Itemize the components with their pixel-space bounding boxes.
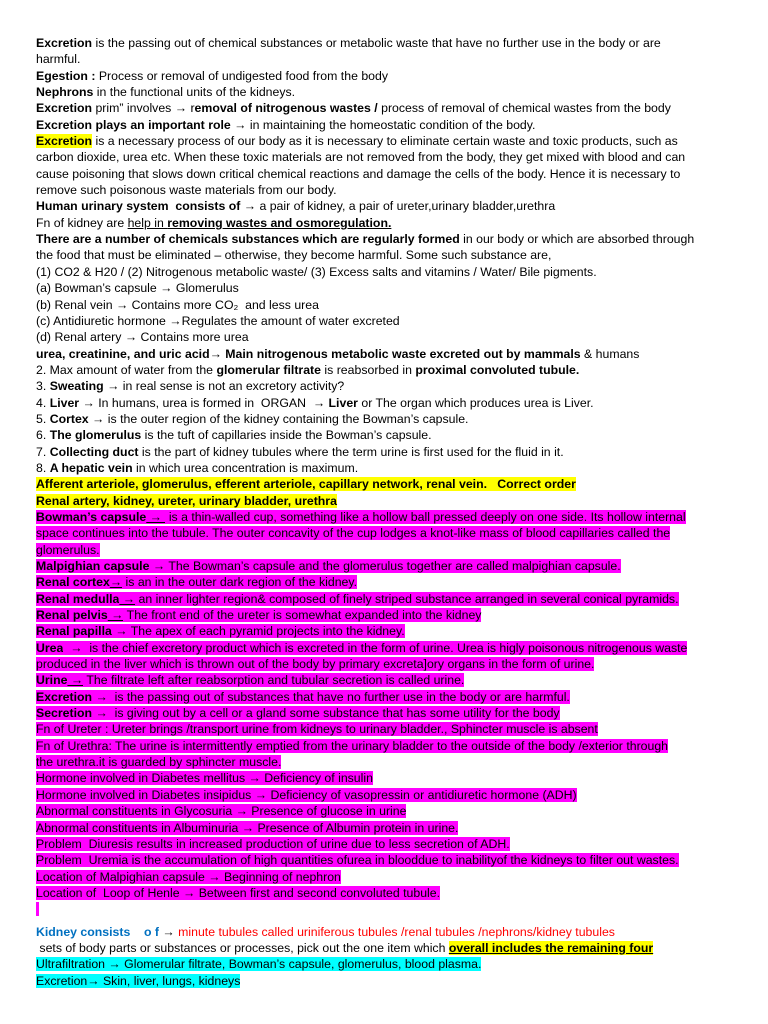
- text-run: Renal medulla: [36, 591, 120, 606]
- text-run: → The Bowman’s capsule and the glomerulus together are called malpighian capsule.: [149, 559, 621, 573]
- text-run: →: [109, 575, 123, 590]
- text-line: [36, 35, 736, 51]
- text-line: [36, 754, 736, 770]
- text-run: the food that must be eliminated – otherwise, they become harmful. Some such substance are,: [36, 248, 552, 263]
- text-line: [36, 656, 736, 672]
- text-run: Human urinary system consists of: [36, 199, 241, 214]
- text-run: → a pair of kidney, a pair of ureter,urinary bladder,urethra: [240, 199, 556, 214]
- text-run: → in real sense is not an excretory activity?: [103, 379, 345, 394]
- text-line: [36, 231, 736, 247]
- text-run: space continues into the tubule. The outer concavity of the cup lodges a knot-like mass of blood capillaries called the: [36, 526, 671, 541]
- text-run: (c) Antidiuretic hormone →Regulates the amount of water excreted: [36, 313, 400, 328]
- text-line: [36, 689, 736, 705]
- text-run: Fn of Ureter : Ureter brings /transport urine from kidneys to urinary bladder., Sphincter muscle is absent: [36, 722, 598, 737]
- text-run: 7.: [36, 444, 50, 459]
- text-line: [36, 149, 736, 165]
- text-run: →: [146, 509, 166, 524]
- text-run: carbon dioxide, urea etc. When these toxic materials are not removed from the body, they get mixed with blood and can: [36, 150, 686, 165]
- text-run: Abnormal constituents in Albuminuria → Presence of Albumin protein in urine.: [36, 820, 459, 835]
- text-run: (1) CO2 & H20 / (2) Nitrogenous metabolic waste/ (3) Excess salts and vitamins / Water/ Bile pigments.: [36, 264, 597, 279]
- text-run: Problem Diuresis results in increased production of urine due to less secretion of ADH.: [36, 836, 510, 851]
- text-run: A hepatic vein: [49, 460, 133, 475]
- text-run: Process or removal of undigested food from the body: [95, 68, 388, 83]
- text-run: urea, creatinine, and uric acid→ Main nitrogenous metabolic waste excreted out by mammals: [36, 346, 581, 361]
- text-line: [36, 51, 736, 67]
- text-line: [36, 738, 736, 754]
- text-line: [36, 444, 736, 460]
- text-line: [36, 346, 736, 362]
- text-run: The glomerulus: [49, 428, 142, 443]
- text-run: proximal convoluted tubule.: [415, 362, 580, 377]
- text-run: Urea: [36, 640, 64, 655]
- text-run: Bowman’s capsule: [36, 509, 147, 524]
- text-run: (d) Renal artery → Contains more urea: [36, 330, 249, 345]
- text-line: [36, 940, 736, 956]
- text-run: Secretion: [36, 706, 93, 721]
- text-line: [36, 885, 736, 901]
- text-run: Renal cortex: [36, 575, 110, 590]
- text-run: minute tubules called uriniferous tubules /renal tubules /nephrons/kidney tubules: [178, 924, 615, 939]
- text-run: Hormone involved in Diabetes mellitus →: [36, 771, 261, 786]
- text-run: Location of Malpighian capsule → Beginning of nephron: [36, 869, 341, 884]
- text-line: [36, 476, 736, 492]
- text-line: [36, 836, 736, 852]
- text-line: [36, 117, 736, 133]
- text-line: [36, 280, 736, 296]
- text-run: → is the passing out of substances that have no further use in the body or are harmful.: [92, 689, 570, 704]
- text-run: Malpighian capsule: [36, 559, 150, 573]
- document-body: [36, 35, 736, 989]
- text-run: → The apex of each pyramid projects into the kidney.: [111, 624, 405, 639]
- text-line: [36, 247, 736, 263]
- text-line: [36, 215, 736, 231]
- text-run: emoval of nitrogenous wastes /: [194, 101, 378, 116]
- text-run: (b) Renal vein → Contains more CO₂ and less urea: [36, 297, 319, 312]
- text-run: There are a number of chemicals substances which are regularly formed: [36, 232, 460, 247]
- text-run: Liver: [328, 395, 358, 410]
- text-run: →: [159, 924, 179, 939]
- text-line: [36, 395, 736, 411]
- text-line: [36, 542, 736, 558]
- text-run: Excretion: [36, 689, 93, 704]
- text-line: [36, 973, 736, 989]
- text-line: [36, 198, 736, 214]
- text-line: [36, 329, 736, 345]
- text-line: [36, 558, 736, 574]
- text-run: Liver: [49, 395, 80, 410]
- text-run: Afferent arteriole, glomerulus, efferent arteriole, capillary network, renal vein. Correct order: [36, 477, 576, 492]
- text-line: [36, 607, 736, 623]
- text-line: [36, 100, 736, 116]
- text-line: [36, 924, 736, 940]
- text-run: harmful.: [36, 52, 81, 67]
- text-line: [36, 770, 736, 786]
- text-line: [36, 525, 736, 541]
- text-line: [36, 640, 736, 656]
- text-run: Renal artery, kidney, ureter, urinary bladder, urethra: [36, 493, 337, 508]
- text-run: Excretion: [36, 101, 93, 116]
- text-line: [36, 68, 736, 84]
- text-run: Problem Uremia is the accumulation of high quantities ofurea in blooddue to inabilityof the kidneys to filter out wastes.: [36, 853, 679, 868]
- text-run: in our body or which are absorbed through: [459, 232, 695, 247]
- text-run: prim” involves: [92, 101, 175, 116]
- text-run: Fn of Urethra: The urine is intermittently emptied from the urinary bladder to the outside of the body /exterior through: [36, 738, 669, 753]
- text-line: [36, 623, 736, 639]
- text-run: Excretion→ Skin, liver, lungs, kidneys: [36, 973, 241, 988]
- text-run: is the part of kidney tubules where the term urine is first used for the fluid in it.: [138, 444, 564, 459]
- text-run: overall includes the remaining four: [448, 940, 654, 955]
- text-run: glomerular filtrate: [216, 362, 321, 377]
- text-run: Sweating: [49, 379, 104, 394]
- text-line: [36, 427, 736, 443]
- text-run: → in maintaining the homeostatic condition of the body.: [230, 117, 536, 132]
- text-line: [36, 264, 736, 280]
- text-line: [36, 509, 736, 525]
- text-run: Cortex: [49, 411, 89, 426]
- text-run: → is the chief excretory product which is excreted in the form of urine. Urea is higly poisonous nitrogenous waste: [63, 640, 688, 655]
- text-run: 3.: [36, 379, 50, 394]
- text-run: The front end of the ureter is somewhat expanded into the kidney: [123, 608, 482, 623]
- text-run: r: [187, 101, 195, 116]
- text-line: [36, 591, 736, 607]
- text-run: Kidney consists o f: [36, 924, 159, 939]
- text-line: [36, 820, 736, 836]
- text-run: → is the outer region of the kidney containing the Bowman’s capsule.: [88, 411, 469, 426]
- text-run: Collecting duct: [49, 444, 139, 459]
- text-run: in the functional units of the kidneys.: [93, 85, 296, 100]
- text-line: [36, 133, 736, 149]
- text-run: produced in the liver which is thrown out of the body by primary excreta]ory organs in the form of urine.: [36, 657, 595, 672]
- text-run: help in: [127, 215, 168, 230]
- text-run: Deficiency of insulin: [260, 771, 373, 786]
- text-line: [36, 182, 736, 198]
- text-run: is a thin-walled cup, something like a hollow ball pressed deeply on one side. Its hollow internal: [165, 509, 686, 524]
- text-line: [36, 378, 736, 394]
- text-line: [36, 721, 736, 737]
- text-run: Abnormal constituents in Glycosuria → Presence of glucose in urine: [36, 804, 407, 819]
- text-run: [36, 902, 39, 916]
- text-run: an inner lighter region& composed of finely striped substance arranged in several conical pyramids.: [135, 591, 679, 606]
- text-run: →: [107, 608, 124, 623]
- text-line: [36, 901, 736, 917]
- text-run: Hormone involved in Diabetes insipidus → Deficiency of vasopressin or antidiuretic hormone (ADH): [36, 787, 577, 802]
- text-run: is the passing out of chemical substances or metabolic waste that have no further use in the body or are: [92, 36, 661, 50]
- text-run: cause poisoning that slows down critical chemical reactions and damage the cells of the body. Hence it is necessary to: [36, 166, 681, 181]
- text-line: [36, 460, 736, 476]
- text-run: →: [174, 101, 188, 116]
- text-run: Ultrafiltration → Glomerular filtrate, Bowman’s capsule, glomerulus, blood plasma.: [36, 957, 482, 972]
- text-line: [36, 493, 736, 509]
- text-run: 2. Max amount of water from the: [36, 362, 217, 377]
- text-run: glomerulus.: [36, 542, 100, 557]
- text-run: Nephrons: [36, 85, 94, 100]
- text-line: [36, 869, 736, 885]
- text-run: 4.: [36, 395, 50, 410]
- text-line: [36, 411, 736, 427]
- text-run: removing wastes and osmoregulation.: [167, 215, 392, 230]
- text-run: Renal papilla: [36, 624, 112, 639]
- text-run: Fn of kidney are: [36, 215, 128, 230]
- text-line: [36, 297, 736, 313]
- text-run: Excretion plays an important role: [36, 117, 231, 132]
- text-run: or The organ which produces urea is Liver.: [357, 395, 594, 410]
- text-run: Urine: [36, 673, 68, 688]
- text-run: is an in the outer dark region of the kidney.: [122, 575, 358, 590]
- text-line: [36, 956, 736, 972]
- text-run: Excretion: [36, 134, 93, 149]
- text-line: [36, 803, 736, 819]
- text-run: Renal pelvis: [36, 608, 108, 623]
- text-run: is reabsorbed in: [321, 362, 416, 377]
- text-run: is a necessary process of our body as it is necessary to eliminate certain waste and toxic products, such as: [92, 134, 678, 149]
- text-line: [36, 787, 736, 803]
- text-line: [36, 84, 736, 100]
- text-run: The filtrate left after reabsorption and tubular secretion is called urine.: [83, 673, 465, 688]
- text-run: the urethra.it is guarded by sphincter muscle.: [36, 755, 282, 770]
- text-run: →: [119, 591, 136, 606]
- text-run: → In humans, urea is formed in ORGAN →: [79, 395, 329, 410]
- text-run: 5.: [36, 411, 50, 426]
- text-line: [36, 313, 736, 329]
- text-run: 8.: [36, 460, 50, 475]
- text-run: Location of Loop of Henle → Between first and second convoluted tubule.: [36, 885, 441, 900]
- text-line: [36, 705, 736, 721]
- text-run: remove such poisonous waste materials from our body.: [36, 183, 337, 198]
- text-run: Excretion: [36, 36, 93, 50]
- text-run: → is giving out by a cell or a gland some substance that has some utility for the body: [92, 706, 560, 721]
- text-run: sets of body parts or substances or processes, pick out the one item which: [36, 940, 449, 955]
- text-run: in which urea concentration is maximum.: [132, 460, 359, 475]
- text-line: [36, 166, 736, 182]
- text-run: 6.: [36, 428, 50, 443]
- text-line: [36, 574, 736, 590]
- text-run: is the tuft of capillaries inside the Bowman’s capsule.: [141, 428, 432, 443]
- text-line: [36, 672, 736, 688]
- text-run: →: [67, 673, 84, 688]
- text-line: [36, 362, 736, 378]
- text-run: (a) Bowman’s capsule → Glomerulus: [36, 281, 239, 296]
- text-run: process of removal of chemical wastes from the body: [377, 101, 671, 116]
- text-run: Egestion :: [36, 68, 96, 83]
- text-line: [36, 852, 736, 868]
- text-run: & humans: [580, 346, 640, 361]
